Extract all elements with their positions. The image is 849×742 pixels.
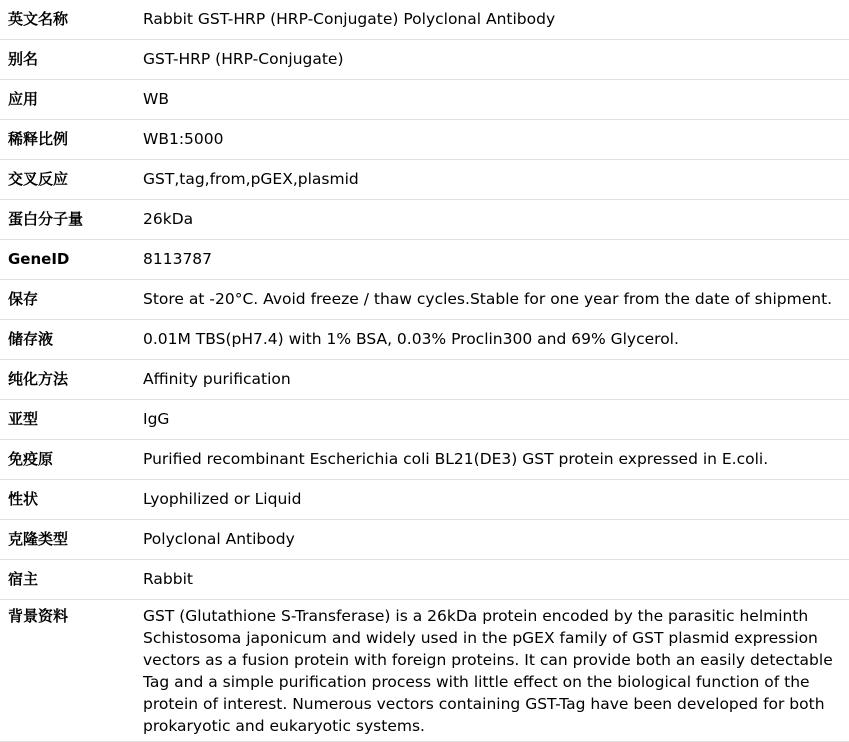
spec-value: Affinity purification: [136, 360, 849, 400]
spec-value: Rabbit GST-HRP (HRP-Conjugate) Polyclonal Antibody: [136, 0, 849, 40]
spec-row-storage-buffer: [0, 320, 849, 360]
spec-label: 性状: [0, 480, 136, 520]
spec-row-gene-id: [0, 240, 849, 280]
spec-row-storage: [0, 280, 849, 320]
spec-label: 亚型: [0, 400, 136, 440]
spec-value: Store at -20°C. Avoid freeze / thaw cycles.Stable for one year from the date of shipment.: [136, 280, 849, 320]
spec-value: GST,tag,from,pGEX,plasmid: [136, 160, 849, 200]
spec-label: 背景资料: [0, 600, 136, 742]
spec-row-application: [0, 80, 849, 120]
spec-row-clonality: [0, 520, 849, 560]
spec-label: 应用: [0, 80, 136, 120]
spec-label: 英文名称: [0, 0, 136, 40]
spec-value: 8113787: [136, 240, 849, 280]
spec-value: Lyophilized or Liquid: [136, 480, 849, 520]
spec-value: GST-HRP (HRP-Conjugate): [136, 40, 849, 80]
spec-label: 别名: [0, 40, 136, 80]
spec-row-alias: [0, 40, 849, 80]
spec-value: IgG: [136, 400, 849, 440]
spec-row-immunogen: [0, 440, 849, 480]
spec-label: 保存: [0, 280, 136, 320]
spec-label: 宿主: [0, 560, 136, 600]
spec-row-english-name: [0, 0, 849, 40]
spec-value: 0.01M TBS(pH7.4) with 1% BSA, 0.03% Proclin300 and 69% Glycerol.: [136, 320, 849, 360]
spec-label: 交叉反应: [0, 160, 136, 200]
spec-value: WB: [136, 80, 849, 120]
spec-label: GeneID: [0, 240, 136, 280]
spec-row-dilution: [0, 120, 849, 160]
spec-label: 蛋白分子量: [0, 200, 136, 240]
spec-value: WB1:5000: [136, 120, 849, 160]
spec-value: 26kDa: [136, 200, 849, 240]
spec-value: Polyclonal Antibody: [136, 520, 849, 560]
spec-row-purification: [0, 360, 849, 400]
spec-row-cross-reactivity: [0, 160, 849, 200]
spec-label: 纯化方法: [0, 360, 136, 400]
spec-row-isotype: [0, 400, 849, 440]
spec-row-background: [0, 600, 849, 742]
spec-label: 储存液: [0, 320, 136, 360]
spec-row-molecular-weight: [0, 200, 849, 240]
spec-row-host: [0, 560, 849, 600]
spec-label: 克隆类型: [0, 520, 136, 560]
spec-value: Purified recombinant Escherichia coli BL21(DE3) GST protein expressed in E.coli.: [136, 440, 849, 480]
spec-label: 免疫原: [0, 440, 136, 480]
spec-value: Rabbit: [136, 560, 849, 600]
spec-row-form: [0, 480, 849, 520]
spec-label: 稀释比例: [0, 120, 136, 160]
spec-value-background: GST (Glutathione S-Transferase) is a 26kDa protein encoded by the parasitic helminth Schistosoma japonicum and widely used in the pGEX family of GST plasmid expression vectors as a fusion protein with foreign proteins. It can provide both an easily detectable Tag and a simple purification process with little effect on the biological function of the protein of interest. Numerous vectors containing GST-Tag have been developed for both prokaryotic and eukaryotic systems.: [136, 600, 849, 742]
